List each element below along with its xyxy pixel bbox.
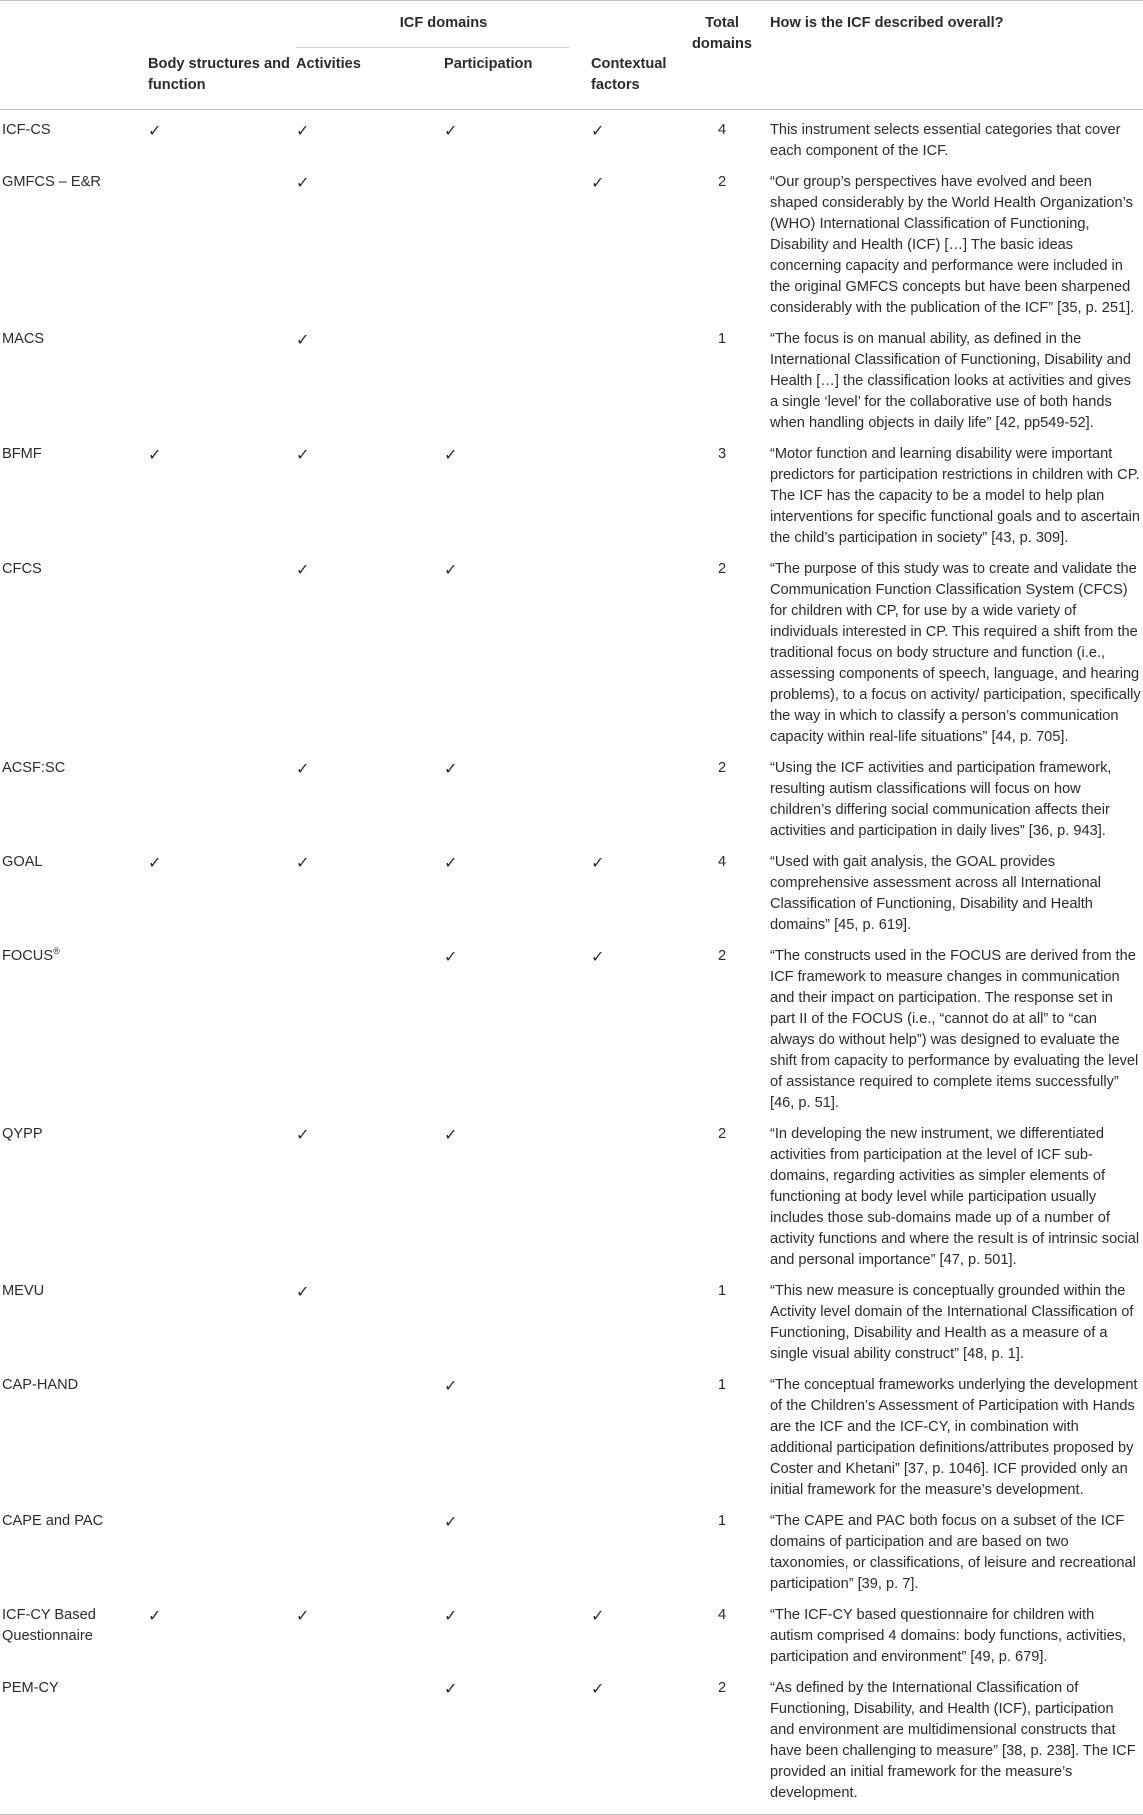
contextual-cell <box>591 1124 686 1281</box>
contextual-cell <box>591 1678 686 1815</box>
instrument-label: CFCS <box>2 561 42 577</box>
activities-cell <box>296 1281 444 1375</box>
how-described-header: How is the ICF described overall? <box>770 15 1004 31</box>
instrument-label: PEM-CY <box>2 1680 59 1696</box>
instrument-label: ICF-CS <box>2 122 51 138</box>
icf-description: This instrument selects essential categories that cover each component of the ICF. <box>770 122 1121 159</box>
registered-mark: ® <box>53 946 60 956</box>
checkmark-icon: ✓ <box>148 445 162 464</box>
contextual-cell <box>591 559 686 758</box>
checkmark-icon: ✓ <box>444 1125 458 1144</box>
body-cell <box>148 110 296 173</box>
body-cell <box>148 172 296 329</box>
instrument-name <box>0 1605 148 1678</box>
table-row <box>0 172 1143 329</box>
contextual-cell <box>591 444 686 559</box>
checkmark-icon: ✓ <box>296 853 310 872</box>
activities-cell <box>296 1124 444 1281</box>
table-row <box>0 1375 1143 1511</box>
body-cell <box>148 1605 296 1678</box>
checkmark-icon: ✓ <box>444 1679 458 1698</box>
body-cell <box>148 444 296 559</box>
instrument-name <box>0 444 148 559</box>
contextual-factors-header: Contextual factors <box>591 56 667 93</box>
checkmark-icon: ✓ <box>296 759 310 778</box>
table-row <box>0 444 1143 559</box>
instrument-label: BFMF <box>2 446 42 462</box>
icf-description: “The constructs used in the FOCUS are derived from the ICF framework to measure changes in communication and their impact on participation. The response set in part II of the FOCUS (i.e., “cannot do at all” to “can always do without help”) was designed to evaluate the shift from capacity to performance by evaluating the level of assistance required to complete items successfully” [46, p. 51]. <box>770 948 1139 1111</box>
icf-description: “This new measure is conceptually grounded within the Activity level domain of the International Classification of Functioning, Disability and Health as a measure of a single visual ability construct” [48, p. 1]. <box>770 1283 1134 1362</box>
icf-description: “The conceptual frameworks underlying the development of the Children’s Assessment of Participation with Hands are the ICF and the ICF-CY, in combination with additional participation definitions/attributes proposed by Coster and Khetani” [37, p. 1046]. ICF provided only an initial framework for the measure’s development. <box>770 1377 1138 1498</box>
table-row <box>0 329 1143 444</box>
contextual-cell <box>591 329 686 444</box>
activities-cell <box>296 1678 444 1815</box>
contextual-cell <box>591 1605 686 1678</box>
activities-cell <box>296 1511 444 1605</box>
total-domains-value: 4 <box>717 122 727 138</box>
participation-cell <box>444 444 591 559</box>
activities-cell <box>296 758 444 852</box>
contextual-cell <box>591 852 686 946</box>
checkmark-icon: ✓ <box>591 853 605 872</box>
body-cell <box>148 559 296 758</box>
instrument-label: MEVU <box>2 1283 45 1299</box>
icf-description: “The purpose of this study was to create and validate the Communication Function Classification System (CFCS) for children with CP, for use by a wide variety of individuals interested in CP. This required a shift from the traditional focus on body structure and function (i.e., assessing components of speech, language, and hearing problems), to a focus on activity/ participation, specifically the way in which to classify a person’s communication capacity within real-life situations” [44, p. 705]. <box>770 561 1141 745</box>
checkmark-icon: ✓ <box>591 947 605 966</box>
icf-description: “As defined by the International Classification of Functioning, Disability, and Health (ICF), participation and environment are multidimensional constructs that have been challenging to measure” [38, p. 238]. The ICF provided an initial framework for the measure’s development. <box>770 1680 1136 1801</box>
total-domains-value: 2 <box>717 1680 727 1696</box>
checkmark-icon: ✓ <box>296 1606 310 1625</box>
participation-cell <box>444 946 591 1124</box>
table-row <box>0 758 1143 852</box>
contextual-cell <box>591 110 686 173</box>
checkmark-icon: ✓ <box>444 1512 458 1531</box>
activities-cell <box>296 444 444 559</box>
checkmark-icon: ✓ <box>444 759 458 778</box>
activities-cell <box>296 852 444 946</box>
instrument-label: CAP-HAND <box>2 1377 79 1393</box>
checkmark-icon: ✓ <box>444 445 458 464</box>
participation-cell <box>444 852 591 946</box>
total-domains-value: 2 <box>717 760 727 776</box>
total-domains-value: 3 <box>717 446 727 462</box>
contextual-cell <box>591 946 686 1124</box>
checkmark-icon: ✓ <box>444 853 458 872</box>
instrument-name <box>0 1281 148 1375</box>
contextual-cell <box>591 1375 686 1511</box>
instrument-name <box>0 946 148 1124</box>
total-domains-value: 1 <box>717 1513 727 1529</box>
checkmark-icon: ✓ <box>148 853 162 872</box>
instrument-name <box>0 758 148 852</box>
checkmark-icon: ✓ <box>444 1376 458 1395</box>
checkmark-icon: ✓ <box>148 1606 162 1625</box>
participation-cell <box>444 1124 591 1281</box>
icf-description: “The ICF-CY based questionnaire for children with autism comprised 4 domains: body functions, activities, participation and environment” [49, p. 679]. <box>770 1607 1127 1665</box>
body-cell <box>148 1375 296 1511</box>
header-divider <box>296 47 569 48</box>
body-cell <box>148 1678 296 1815</box>
table-row <box>0 852 1143 946</box>
checkmark-icon: ✓ <box>296 121 310 140</box>
table-row <box>0 110 1143 173</box>
body-cell <box>148 1124 296 1281</box>
total-domains-value: 2 <box>717 174 727 190</box>
body-cell <box>148 329 296 444</box>
instrument-label: FOCUS <box>2 948 54 964</box>
checkmark-icon: ✓ <box>296 1282 310 1301</box>
header-blank <box>0 1 148 49</box>
total-domains-value: 4 <box>717 854 727 870</box>
checkmark-icon: ✓ <box>296 1125 310 1144</box>
checkmark-icon: ✓ <box>444 121 458 140</box>
total-domains-value: 2 <box>717 561 727 577</box>
table-row <box>0 1511 1143 1605</box>
activities-cell <box>296 172 444 329</box>
instrument-name <box>0 559 148 758</box>
checkmark-icon: ✓ <box>591 121 605 140</box>
participation-cell <box>444 1511 591 1605</box>
activities-cell <box>296 329 444 444</box>
instrument-label: QYPP <box>2 1126 43 1142</box>
activities-cell <box>296 1375 444 1511</box>
participation-cell <box>444 329 591 444</box>
icf-description: “Used with gait analysis, the GOAL provides comprehensive assessment across all International Classification of Functioning, Disability and Health domains” [45, p. 619]. <box>770 854 1101 933</box>
table-row <box>0 559 1143 758</box>
participation-cell <box>444 1678 591 1815</box>
total-domains-value: 1 <box>717 1283 727 1299</box>
icf-description: “The CAPE and PAC both focus on a subset of the ICF domains of participation and are based on two taxonomies, or classifications, of leisure and recreational participation” [39, p. 7]. <box>770 1513 1136 1592</box>
participation-cell <box>444 1605 591 1678</box>
instrument-name <box>0 1678 148 1815</box>
total-domains-header: Total domains <box>692 15 753 52</box>
checkmark-icon: ✓ <box>296 173 310 192</box>
instrument-label: ICF-CY Based Questionnaire <box>2 1607 96 1644</box>
contextual-cell <box>591 1511 686 1605</box>
instrument-label: CAPE and PAC <box>2 1513 104 1529</box>
checkmark-icon: ✓ <box>444 1606 458 1625</box>
instrument-name <box>0 110 148 173</box>
activities-header: Activities <box>296 56 361 72</box>
participation-cell <box>444 1281 591 1375</box>
instrument-name <box>0 1124 148 1281</box>
checkmark-icon: ✓ <box>444 947 458 966</box>
instrument-label: GOAL <box>2 854 43 870</box>
total-domains-value: 2 <box>717 1126 727 1142</box>
table-row <box>0 1281 1143 1375</box>
participation-cell <box>444 172 591 329</box>
body-structures-header: Body structures and function <box>148 56 290 93</box>
instrument-name <box>0 172 148 329</box>
total-domains-value: 1 <box>717 331 727 347</box>
instrument-name <box>0 1375 148 1511</box>
body-cell <box>148 758 296 852</box>
icf-description: “In developing the new instrument, we differentiated activities from participation at the level of ICF sub-domains, regarding activities as simpler elements of functioning at body level while participation usually includes those sub-domains made up of a number of activity functions and where the result is of intrinsic social and personal importance” [47, p. 501]. <box>770 1126 1140 1268</box>
activities-cell <box>296 110 444 173</box>
table-row <box>0 1605 1143 1678</box>
instrument-label: ACSF:SC <box>2 760 66 776</box>
participation-cell <box>444 559 591 758</box>
checkmark-icon: ✓ <box>591 173 605 192</box>
icf-description: “Motor function and learning disability were important predictors for participation restrictions in children with CP. The ICF has the capacity to be a model to help plan interventions for specific functional goals and to ascertain the child’s participation in society” [43, p. 309]. <box>770 446 1140 546</box>
table-body <box>0 110 1143 1815</box>
participation-cell <box>444 110 591 173</box>
icf-description: “Using the ICF activities and participation framework, resulting autism classifications will focus on how children’s differing social communication affects their activities and participation in daily lives” [36, p. 943]. <box>770 760 1112 839</box>
contextual-cell <box>591 758 686 852</box>
instrument-label: MACS <box>2 331 45 347</box>
checkmark-icon: ✓ <box>296 560 310 579</box>
icf-description: “The focus is on manual ability, as defined in the International Classification of Functioning, Disability and Health […] the classification looks at activities and gives a single ‘level’ for the collaborative use of both hands when handling objects in daily life” [42, pp549-52]. <box>770 331 1131 431</box>
icf-description: “Our group’s perspectives have evolved and been shaped considerably by the World Health Organization’s (WHO) International Classification of Functioning, Disability and Health (ICF) […] The basic ideas concerning capacity and performance were included in the original GMFCS concepts but have been sharpened considerably with the publication of the ICF” [35, p. 251]. <box>770 174 1135 316</box>
checkmark-icon: ✓ <box>444 560 458 579</box>
instrument-name <box>0 329 148 444</box>
icf-domains-header <box>296 1 591 49</box>
instrument-header <box>0 48 148 110</box>
checkmark-icon: ✓ <box>591 1606 605 1625</box>
activities-cell <box>296 946 444 1124</box>
instrument-name <box>0 1511 148 1605</box>
header-blank <box>591 1 686 49</box>
participation-cell <box>444 1375 591 1511</box>
total-domains-value: 1 <box>717 1377 727 1393</box>
total-domains-value: 2 <box>717 948 727 964</box>
activities-cell <box>296 1605 444 1678</box>
instrument-label: GMFCS – E&R <box>2 174 101 190</box>
body-cell <box>148 852 296 946</box>
table-row <box>0 1124 1143 1281</box>
body-cell <box>148 946 296 1124</box>
body-cell <box>148 1281 296 1375</box>
checkmark-icon: ✓ <box>296 330 310 349</box>
total-domains-value: 4 <box>717 1607 727 1623</box>
contextual-cell <box>591 172 686 329</box>
checkmark-icon: ✓ <box>148 121 162 140</box>
participation-cell <box>444 758 591 852</box>
participation-header: Participation <box>444 56 533 72</box>
instrument-name <box>0 852 148 946</box>
header-blank <box>148 1 296 49</box>
checkmark-icon: ✓ <box>591 1679 605 1698</box>
body-cell <box>148 1511 296 1605</box>
activities-cell <box>296 559 444 758</box>
contextual-cell <box>591 1281 686 1375</box>
table-row <box>0 946 1143 1124</box>
checkmark-icon: ✓ <box>296 445 310 464</box>
table-row <box>0 1678 1143 1815</box>
icf-domains-label: ICF domains <box>399 15 488 31</box>
